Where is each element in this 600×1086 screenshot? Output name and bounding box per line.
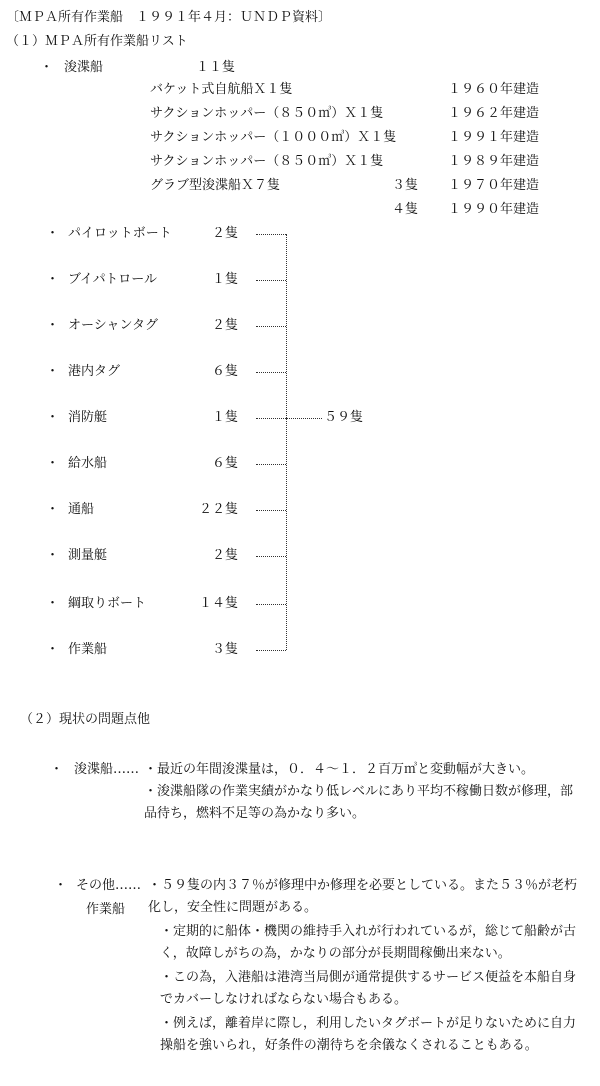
vessel-count: １隻 (211, 272, 238, 287)
vessel-count: ２隻 (211, 226, 238, 241)
vessel-name: ブイパトロール (68, 272, 158, 287)
vessel-count: ２隻 (211, 548, 238, 563)
vessel-count: ２２隻 (198, 502, 238, 517)
vessel-name: 給水船 (68, 456, 108, 471)
dredge-bullet: ・ (50, 762, 64, 777)
vessel-name: パイロットボート (68, 226, 172, 241)
dredger-row-sub: ４隻 (392, 202, 419, 217)
dredger-label: 浚渫船 (64, 60, 104, 75)
vessel-bullet: ・ (46, 548, 60, 563)
document-title: 〔ＭＰＡ所有作業船 １９９１年４月：ＵＮＤＰ資料〕 (6, 10, 332, 25)
dredger-row-desc: サクションホッパー（１０００㎥）Ｘ１隻 (150, 130, 397, 145)
vessel-bullet: ・ (46, 226, 60, 241)
vessel-bullet: ・ (46, 272, 60, 287)
dredger-count: １１隻 (196, 60, 236, 75)
vessel-count: １隻 (211, 410, 238, 425)
vessel-name: 作業船 (68, 642, 108, 657)
dredger-row-desc: サクションホッパー（８５０㎥）Ｘ１隻 (150, 154, 384, 169)
vessel-bullet: ・ (46, 318, 60, 333)
section-2-heading: （２）現状の問題点他 (20, 712, 151, 727)
vessel-bullet: ・ (46, 456, 60, 471)
dredger-row-year: １９９０年建造 (448, 202, 540, 217)
vessel-name: 消防艇 (68, 410, 108, 425)
dredger-row-desc: バケット式自航船Ｘ１隻 (150, 82, 293, 97)
vessel-count: ２隻 (211, 318, 238, 333)
dredge-issue-point: ・最近の年間浚渫量は，０．４～１．２百万㎥と変動幅が大きい。 (144, 762, 535, 777)
vessel-bullet: ・ (46, 502, 60, 517)
vessel-name: 綱取りボート (68, 596, 147, 611)
dredger-row-year: １９６２年建造 (448, 106, 540, 121)
other-issue-point: ・この為，入港船は港湾当局側が通常提供するサービス便益を本船自身でカバーしなければならない場合もある。 (160, 970, 577, 1007)
vessel-total: ５９隻 (324, 410, 364, 425)
other-issue-label-2: 作業船 (86, 902, 126, 917)
vessel-name: オーシャンタグ (68, 318, 158, 333)
other-issue-point: ・５９隻の内３７％が修理中か修理を必要としている。また５３％が老朽化し，安全性に問題がある。 (148, 878, 578, 915)
vessel-bullet: ・ (46, 596, 60, 611)
dredger-row-desc: グラブ型浚渫船Ｘ７隻 (150, 178, 281, 193)
dredge-issue-point: ・浚渫船隊の作業実績がかなり低レベルにあり平均不稼働日数が修理，部品待ち，燃料不足等の為かなり多い。 (144, 784, 574, 821)
vessel-count: ６隻 (211, 364, 238, 379)
vessel-count: １４隻 (198, 596, 238, 611)
other-issue-point: ・定期的に船体・機関の維持手入れが行われているが，総じて船齢が古く，故障しがちの為，かなりの部分が長期間稼働出来ない。 (160, 924, 577, 961)
vessel-bullet: ・ (46, 364, 60, 379)
dredger-row-desc: サクションホッパー（８５０㎥）Ｘ１隻 (150, 106, 384, 121)
vessel-bullet: ・ (46, 642, 60, 657)
vessel-count: ３隻 (211, 642, 238, 657)
dredge-issue-label: 浚渫船…… (74, 762, 140, 777)
other-issue-point: ・例えば，離着岸に際し，利用したいタグボートが足りないために自力操船を強いられ，好条件の潮待ちを余儀なくされることもある。 (160, 1016, 577, 1053)
vessel-name: 測量艇 (68, 548, 108, 563)
dredger-bullet: ・ (40, 60, 54, 75)
other-bullet: ・ (54, 878, 68, 893)
vessel-name: 通船 (68, 502, 95, 517)
section-1-heading: （１）ＭＰＡ所有作業船リスト (6, 34, 188, 49)
vessel-name: 港内タグ (68, 364, 121, 379)
dredger-row-year: １９６０年建造 (448, 82, 540, 97)
vessel-count: ６隻 (211, 456, 238, 471)
dredger-row-sub: ３隻 (392, 178, 419, 193)
other-issue-label: その他…… (76, 878, 142, 893)
dredger-row-year: １９９１年建造 (448, 130, 540, 145)
vessel-bullet: ・ (46, 410, 60, 425)
dredger-row-year: １９８９年建造 (448, 154, 540, 169)
dredger-row-year: １９７０年建造 (448, 178, 540, 193)
